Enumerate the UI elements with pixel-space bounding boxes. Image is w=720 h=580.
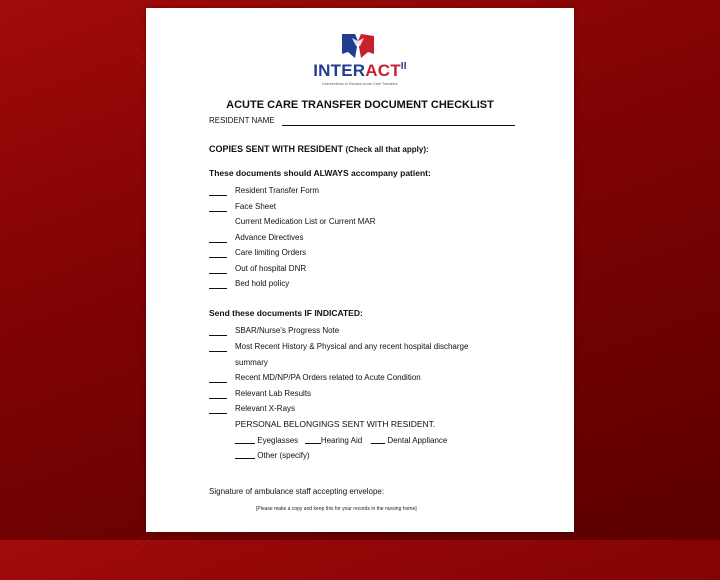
always-heading: These documents should ALWAYS accompany patient: bbox=[209, 168, 431, 178]
list-item: Most Recent History & Physical and any recent hospital discharge bbox=[235, 342, 469, 351]
resident-name-label: RESIDENT NAME bbox=[209, 116, 275, 125]
eyeglasses-blank[interactable] bbox=[235, 435, 255, 444]
hearing-aid-blank[interactable] bbox=[305, 435, 321, 444]
other-label: Other (specify) bbox=[257, 451, 310, 460]
list-item: Relevant X-Rays bbox=[235, 404, 296, 413]
list-item: Current Medication List or Current MAR bbox=[235, 217, 376, 226]
checkbox-blank[interactable] bbox=[209, 273, 227, 274]
list-item: SBAR/Nurse's Progress Note bbox=[235, 326, 340, 335]
checkbox-blank[interactable] bbox=[209, 382, 227, 383]
dental-blank[interactable] bbox=[371, 435, 385, 444]
checkbox-blank[interactable] bbox=[209, 335, 227, 336]
dental-label: Dental Appliance bbox=[387, 436, 448, 445]
eyeglasses-label: Eyeglasses bbox=[257, 436, 299, 445]
checklist-document bbox=[146, 8, 574, 532]
belongings-row bbox=[235, 435, 447, 445]
list-item: Out of hospital DNR bbox=[235, 264, 307, 273]
checkbox-blank[interactable] bbox=[209, 288, 227, 289]
checkbox-blank[interactable] bbox=[209, 257, 227, 258]
checkbox-blank[interactable] bbox=[209, 195, 227, 196]
list-item: Advance Directives bbox=[235, 233, 304, 242]
document-title: ACUTE CARE TRANSFER DOCUMENT CHECKLIST bbox=[226, 99, 494, 111]
footnote: [Please make a copy and keep this for your records in the nursing home] bbox=[256, 506, 417, 512]
interact-logo-icon bbox=[338, 32, 378, 60]
copies-heading-text: COPIES SENT WITH RESIDENT bbox=[209, 144, 344, 154]
interact-logo-wordmark bbox=[146, 61, 574, 81]
logo-act: ACT bbox=[365, 61, 401, 80]
list-item: Recent MD/NP/PA Orders related to Acute Condition bbox=[235, 373, 421, 382]
hearing-aid-label: Hearing Aid bbox=[320, 436, 363, 445]
indicated-heading: Send these documents IF INDICATED: bbox=[209, 308, 363, 318]
list-item: Bed hold policy bbox=[235, 279, 290, 288]
copies-heading-note: (Check all that apply): bbox=[345, 145, 429, 154]
logo-tagline: Interventions to Reduce Acute Care Transfers bbox=[322, 82, 398, 86]
interact-logo bbox=[146, 32, 574, 92]
copies-heading bbox=[209, 144, 429, 154]
logo-inter: INTER bbox=[313, 61, 366, 80]
logo-superscript: II bbox=[400, 61, 407, 72]
belongings-heading: PERSONAL BELONGINGS SENT WITH RESIDENT. bbox=[235, 419, 436, 429]
list-item: Relevant Lab Results bbox=[235, 389, 312, 398]
list-item: Face Sheet bbox=[235, 202, 276, 211]
checkbox-blank[interactable] bbox=[209, 351, 227, 352]
other-blank[interactable] bbox=[235, 450, 255, 459]
list-item-continuation: summary bbox=[235, 358, 268, 367]
list-item: Care limiting Orders bbox=[235, 248, 307, 257]
resident-name-field[interactable] bbox=[282, 125, 515, 126]
signature-label: Signature of ambulance staff accepting envelope: bbox=[209, 487, 385, 496]
other-row bbox=[235, 450, 310, 460]
checkbox-blank[interactable] bbox=[209, 242, 227, 243]
checkbox-blank[interactable] bbox=[209, 398, 227, 399]
list-item: Resident Transfer Form bbox=[235, 186, 320, 195]
checkbox-blank[interactable] bbox=[209, 211, 227, 212]
checkbox-blank[interactable] bbox=[209, 413, 227, 414]
